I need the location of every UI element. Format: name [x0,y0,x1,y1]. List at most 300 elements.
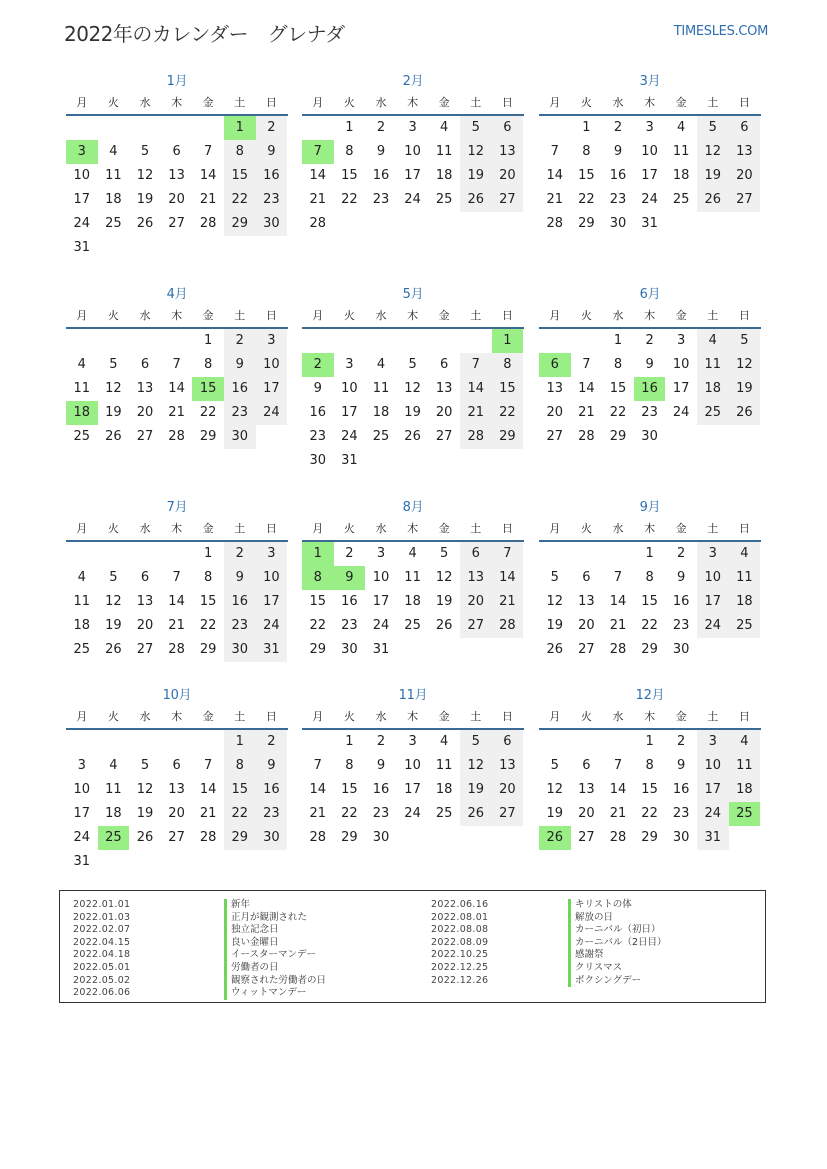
day-grid [302,730,524,850]
empty-cell [129,730,161,754]
day-cell: 5 [440,546,449,561]
day-cell: 25 [729,614,761,638]
empty-cell [129,329,161,353]
day-cell: 27 [136,429,154,444]
day-cell: 8 [345,758,354,773]
holiday-day-cell: 6 [539,353,571,377]
weekday-label: 金 [438,309,450,322]
day-cell: 17 [256,377,288,401]
day-cell: 21 [492,590,524,614]
day-cell: 30 [309,453,327,468]
day-cell: 15 [492,377,524,401]
holiday-date: 2022.08.08 [431,924,489,936]
weekday-label: 月 [549,710,561,723]
day-cell: 28 [309,216,327,231]
weekday-header [302,706,524,730]
day-cell: 23 [372,192,390,207]
day-cell: 4 [77,570,86,585]
day-cell: 30 [372,830,390,845]
day-cell: 19 [136,192,154,207]
day-cell: 2 [345,546,354,561]
holiday-date: 2022.12.26 [431,974,489,986]
weekday-label: 月 [76,309,88,322]
weekday-label: 水 [139,710,151,723]
day-cell: 31 [73,240,91,255]
weekday-label: 日 [738,309,750,322]
weekday-label: 日 [738,96,750,109]
day-cell: 16 [224,590,256,614]
day-cell: 9 [677,570,686,585]
weekday-label: 月 [312,710,324,723]
empty-cell [192,116,224,140]
holiday-name: ウィットマンデー [224,987,326,1000]
holiday-day-cell: 8 [302,566,334,590]
day-cell: 4 [109,144,118,159]
day-cell: 19 [460,164,492,188]
day-cell: 21 [168,618,185,633]
day-cell: 20 [546,405,564,420]
day-cell: 17 [641,168,658,183]
day-cell: 9 [313,381,322,396]
day-cell: 2 [224,542,256,566]
day-cell: 5 [550,570,559,585]
weekday-label: 日 [738,710,750,723]
weekday-label: 水 [375,710,387,723]
weekday-label: 水 [612,96,624,109]
day-cell: 23 [224,401,256,425]
day-cell: 21 [199,806,217,821]
day-cell: 15 [309,594,327,609]
day-cell: 13 [168,168,185,183]
day-cell: 27 [729,188,761,212]
month-12 [539,686,761,850]
weekday-label: 土 [470,710,482,723]
day-cell: 23 [641,405,658,420]
holiday-day-cell: 25 [729,802,761,826]
day-cell: 16 [672,594,690,609]
day-cell: 19 [697,164,729,188]
weekday-label: 水 [375,522,387,535]
day-cell: 10 [256,566,288,590]
day-cell: 30 [256,826,288,850]
day-cell: 27 [435,429,453,444]
weekday-label: 水 [375,96,387,109]
weekday-label: 月 [549,96,561,109]
day-cell: 8 [492,353,524,377]
day-cell: 25 [672,192,690,207]
day-cell: 6 [582,758,591,773]
day-cell: 13 [168,782,185,797]
day-cell: 14 [199,782,217,797]
weekday-header [539,305,761,329]
day-cell: 27 [492,188,524,212]
day-cell: 22 [341,806,358,821]
day-cell: 5 [460,730,492,754]
empty-cell [98,329,130,353]
day-cell: 15 [578,168,595,183]
day-cell: 7 [460,353,492,377]
day-cell: 14 [578,381,595,396]
day-cell: 22 [492,401,524,425]
day-cell: 11 [729,566,761,590]
day-grid [539,730,761,850]
empty-cell [161,116,193,140]
holiday-date: 2022.04.15 [73,936,131,948]
day-cell: 14 [309,168,327,183]
day-cell: 12 [546,594,564,609]
month-1 [66,72,288,260]
day-cell: 2 [677,734,686,749]
day-cell: 10 [73,782,91,797]
day-cell: 15 [341,168,358,183]
day-cell: 24 [697,614,729,638]
day-cell: 10 [73,168,91,183]
day-cell: 30 [672,830,690,845]
day-cell: 11 [73,594,91,609]
empty-cell [334,329,366,353]
day-cell: 14 [199,168,217,183]
day-cell: 15 [224,164,256,188]
day-cell: 7 [492,542,524,566]
day-cell: 10 [341,381,358,396]
day-cell: 12 [105,381,122,396]
day-cell: 22 [641,618,658,633]
day-cell: 26 [136,830,154,845]
day-cell: 19 [546,618,564,633]
empty-cell [571,542,603,566]
day-cell: 12 [460,754,492,778]
day-cell: 26 [460,188,492,212]
day-cell: 7 [204,144,213,159]
day-cell: 28 [578,429,595,444]
weekday-label: 火 [343,522,355,535]
day-cell: 15 [641,594,658,609]
weekday-label: 木 [407,96,419,109]
day-cell: 8 [613,357,623,372]
holiday-name: カーニバル（2日目） [568,937,667,950]
day-cell: 19 [404,405,421,420]
holiday-date: 2022.02.07 [73,924,131,936]
day-cell: 15 [224,778,256,802]
day-cell: 12 [460,140,492,164]
weekday-label: 月 [312,309,324,322]
weekday-label: 水 [375,309,387,322]
day-cell: 13 [546,381,564,396]
weekday-label: 火 [580,710,592,723]
legend-dates-column-2 [431,899,488,987]
day-cell: 14 [492,566,524,590]
day-cell: 29 [341,830,358,845]
weekday-header [539,706,761,730]
holiday-legend [59,890,766,1003]
month-8 [302,498,524,662]
weekday-label: 木 [644,96,656,109]
day-cell: 11 [672,144,690,159]
weekday-label: 金 [675,710,687,723]
empty-cell [302,329,334,353]
weekday-label: 火 [580,96,592,109]
day-cell: 20 [460,590,492,614]
day-cell: 21 [578,405,595,420]
day-cell: 3 [697,730,729,754]
day-cell: 18 [729,778,761,802]
day-cell: 28 [168,429,185,444]
day-cell: 31 [641,216,658,231]
day-cell: 1 [582,120,591,135]
weekday-header [302,305,524,329]
month-title: 6月 [639,287,661,302]
day-cell: 19 [105,405,122,420]
empty-cell [66,542,98,566]
day-cell: 29 [309,642,327,657]
day-cell: 2 [256,116,288,140]
day-cell: 5 [408,357,417,372]
day-cell: 27 [460,614,492,638]
weekday-label: 木 [171,309,183,322]
weekday-label: 月 [549,522,561,535]
weekday-label: 火 [343,710,355,723]
holiday-day-cell: 9 [334,566,366,590]
weekday-label: 金 [675,309,687,322]
day-cell: 21 [460,401,492,425]
day-cell: 17 [73,806,91,821]
weekday-label: 金 [438,96,450,109]
day-cell: 11 [105,168,122,183]
weekday-label: 日 [501,96,513,109]
day-cell: 31 [341,453,358,468]
day-cell: 11 [404,570,421,585]
day-cell: 3 [645,120,654,135]
holiday-name: 正月が観測された [224,912,326,925]
day-cell: 6 [729,116,761,140]
holiday-day-cell: 1 [492,329,524,353]
day-cell: 30 [641,429,658,444]
day-cell: 20 [578,618,595,633]
day-cell: 14 [168,594,185,609]
day-cell: 11 [697,353,729,377]
day-grid [539,116,761,236]
weekday-label: 火 [580,309,592,322]
holiday-name: 良い金曜日 [224,937,326,950]
day-cell: 29 [199,429,217,444]
weekday-label: 火 [343,309,355,322]
month-11 [302,686,524,850]
holiday-day-cell: 2 [302,353,334,377]
day-cell: 12 [546,782,564,797]
weekday-header [539,92,761,116]
holiday-day-cell: 15 [192,377,224,401]
day-cell: 19 [729,377,761,401]
legend-dates-column-1 [73,899,130,1000]
day-cell: 2 [613,120,623,135]
day-cell: 26 [697,188,729,212]
day-cell: 19 [105,618,122,633]
site-brand-link[interactable]: TIMESLES.COM [673,24,768,39]
day-cell: 8 [224,754,256,778]
day-cell: 28 [168,642,185,657]
day-cell: 30 [609,216,627,231]
day-grid [302,542,524,662]
day-cell: 13 [578,782,595,797]
day-cell: 13 [492,754,524,778]
day-cell: 22 [609,405,627,420]
holiday-date: 2022.05.02 [73,974,131,986]
day-cell: 16 [256,778,288,802]
day-cell: 19 [136,806,154,821]
holiday-date: 2022.10.25 [431,949,489,961]
weekday-label: 月 [76,522,88,535]
weekday-header [302,518,524,542]
day-cell: 16 [372,168,390,183]
day-cell: 15 [609,381,627,396]
day-cell: 30 [256,212,288,236]
day-cell: 8 [224,140,256,164]
weekday-label: 水 [139,522,151,535]
day-cell: 28 [609,830,627,845]
day-cell: 2 [224,329,256,353]
empty-cell [192,730,224,754]
weekday-label: 火 [107,710,119,723]
month-title: 12月 [635,688,665,703]
day-cell: 29 [641,642,658,657]
weekday-header [66,305,288,329]
empty-cell [161,542,193,566]
day-cell: 9 [677,758,686,773]
day-cell: 29 [199,642,217,657]
weekday-label: 木 [644,710,656,723]
day-cell: 1 [645,734,654,749]
weekday-label: 金 [202,522,214,535]
day-cell: 7 [313,758,322,773]
day-cell: 23 [256,188,288,212]
day-cell: 21 [168,405,185,420]
empty-cell [66,730,98,754]
holiday-date: 2022.04.18 [73,949,131,961]
day-cell: 4 [376,357,386,372]
day-cell: 18 [435,782,453,797]
day-grid [302,116,524,236]
day-cell: 26 [105,642,122,657]
empty-cell [539,542,571,566]
holiday-day-cell: 25 [98,826,130,850]
day-cell: 1 [645,546,654,561]
weekday-label: 木 [407,710,419,723]
day-cell: 8 [645,758,654,773]
day-cell: 10 [697,754,729,778]
holiday-day-cell: 3 [66,140,98,164]
day-cell: 18 [372,405,390,420]
day-cell: 7 [613,758,623,773]
day-cell: 22 [199,405,217,420]
day-cell: 22 [578,192,595,207]
day-cell: 20 [578,806,595,821]
day-cell: 13 [136,381,154,396]
day-cell: 27 [136,642,154,657]
day-cell: 6 [582,570,591,585]
day-cell: 4 [440,734,449,749]
weekday-label: 火 [107,96,119,109]
day-cell: 13 [578,594,595,609]
empty-cell [129,116,161,140]
month-title: 4月 [166,287,188,302]
day-cell: 10 [672,357,690,372]
weekday-label: 日 [501,710,513,723]
day-cell: 9 [613,144,623,159]
day-cell: 18 [404,594,421,609]
legend-names-column-2 [568,899,667,987]
day-cell: 24 [341,429,358,444]
day-cell: 24 [256,614,288,638]
day-cell: 10 [372,570,390,585]
day-grid [539,329,761,449]
day-cell: 21 [609,806,627,821]
day-cell: 23 [609,192,627,207]
day-cell: 4 [77,357,86,372]
day-cell: 4 [697,329,729,353]
weekday-label: 木 [171,710,183,723]
day-cell: 31 [256,638,288,662]
weekday-label: 月 [549,309,561,322]
holiday-day-cell: 7 [302,140,334,164]
day-cell: 15 [641,782,658,797]
empty-cell [129,542,161,566]
weekday-label: 土 [470,96,482,109]
weekday-label: 木 [407,309,419,322]
day-cell: 16 [341,594,358,609]
day-cell: 23 [256,802,288,826]
weekday-label: 日 [265,522,277,535]
day-grid [302,329,524,473]
day-cell: 10 [404,758,421,773]
holiday-name: クリスマス [568,962,667,975]
weekday-header [66,518,288,542]
day-cell: 26 [404,429,421,444]
day-cell: 24 [672,405,690,420]
day-cell: 7 [172,357,181,372]
empty-cell [98,542,130,566]
holiday-date: 2022.08.01 [431,911,489,923]
empty-cell [460,329,492,353]
day-cell: 22 [199,618,217,633]
day-grid [66,116,288,260]
day-cell: 24 [372,618,390,633]
day-cell: 20 [136,618,154,633]
day-cell: 4 [408,546,417,561]
day-cell: 22 [341,192,358,207]
day-cell: 28 [309,830,327,845]
day-cell: 22 [641,806,658,821]
day-cell: 30 [224,425,256,449]
day-cell: 7 [204,758,213,773]
weekday-label: 木 [407,522,419,535]
holiday-day-cell: 1 [224,116,256,140]
month-2 [302,72,524,236]
day-cell: 10 [697,566,729,590]
weekday-label: 水 [612,710,624,723]
day-cell: 4 [729,542,761,566]
day-cell: 21 [609,618,627,633]
day-cell: 25 [435,806,453,821]
day-cell: 28 [546,216,564,231]
day-cell: 12 [435,570,453,585]
day-cell: 11 [435,758,453,773]
day-cell: 20 [729,164,761,188]
month-10 [66,686,288,874]
day-cell: 8 [345,144,354,159]
day-cell: 3 [677,333,686,348]
day-grid [66,329,288,449]
day-cell: 25 [73,642,91,657]
